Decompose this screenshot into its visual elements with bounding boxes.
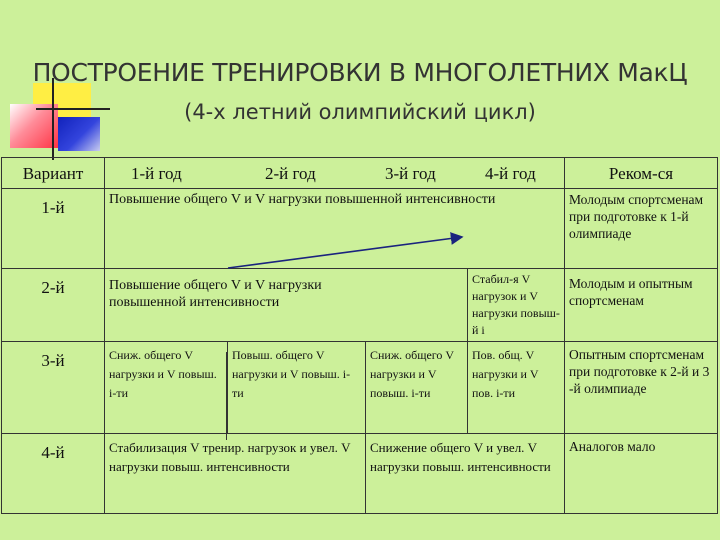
row1-text xyxy=(105,189,565,269)
row2-variant: 2-й xyxy=(2,269,105,342)
page-title: ПОСТРОЕНИЕ ТРЕНИРОВКИ В МНОГОЛЕТНИХ МакЦ xyxy=(32,58,688,87)
table-row xyxy=(2,342,718,434)
row3-year1 xyxy=(105,342,228,434)
row3-recommendation: Опытным спортсменам при подготовке к 2-й и 3 -й олимпиаде xyxy=(565,342,718,434)
row3-y1-text: Сниж. общего V нагрузки и V повыш. i-ти xyxy=(109,348,217,400)
row2-year4: Стабил-я V нагрузок и V нагрузки повыш-й i xyxy=(468,269,565,342)
row4-variant: 4-й xyxy=(2,434,105,514)
row4-recommendation: Аналогов мало xyxy=(565,434,718,514)
header-years xyxy=(105,158,565,189)
header-year4: 4-й год xyxy=(485,164,536,183)
table-row xyxy=(2,434,718,514)
table-row xyxy=(2,269,718,342)
header-recommended: Реком-ся xyxy=(565,158,718,189)
row1-description: Повышение общего V и V нагрузки повышенной интенсивности xyxy=(109,192,496,207)
row2-description: Повышение общего V и V нагрузки повышенной интенсивности xyxy=(109,278,322,310)
page-subtitle: (4-х летний олимпийский цикл) xyxy=(184,100,536,124)
header-row xyxy=(2,158,718,189)
header-year3: 3-й год xyxy=(385,164,436,183)
row2-recommendation: Молодым и опытным спортсменам xyxy=(565,269,718,342)
row4-years34: Снижение общего V и увел. V нагрузки повыш. интенсивности xyxy=(366,434,565,514)
row1-recommendation: Молодым спортсменам при подготовке к 1-й олимпиаде xyxy=(565,189,718,269)
row2-text xyxy=(105,269,468,342)
row4-years12: Стабилизация V тренир. нагрузок и увел. V нагрузки повыш. интенсивности xyxy=(105,434,366,514)
training-table xyxy=(1,157,718,514)
row3-year2: Повыш. общего V нагрузки и V повыш. i-ти xyxy=(228,342,366,434)
row3-variant: 3-й xyxy=(2,342,105,434)
header-year1: 1-й год xyxy=(131,164,182,183)
table-row xyxy=(2,189,718,269)
header-variant: Вариант xyxy=(2,158,105,189)
row3-divider-line xyxy=(226,352,227,440)
row1-variant: 1-й xyxy=(2,189,105,269)
row3-year3: Сниж. общего V нагрузки и V повыш. i-ти xyxy=(366,342,468,434)
header-year2: 2-й год xyxy=(265,164,316,183)
row3-year4: Пов. общ. V нагрузки и V пов. i-ти xyxy=(468,342,565,434)
